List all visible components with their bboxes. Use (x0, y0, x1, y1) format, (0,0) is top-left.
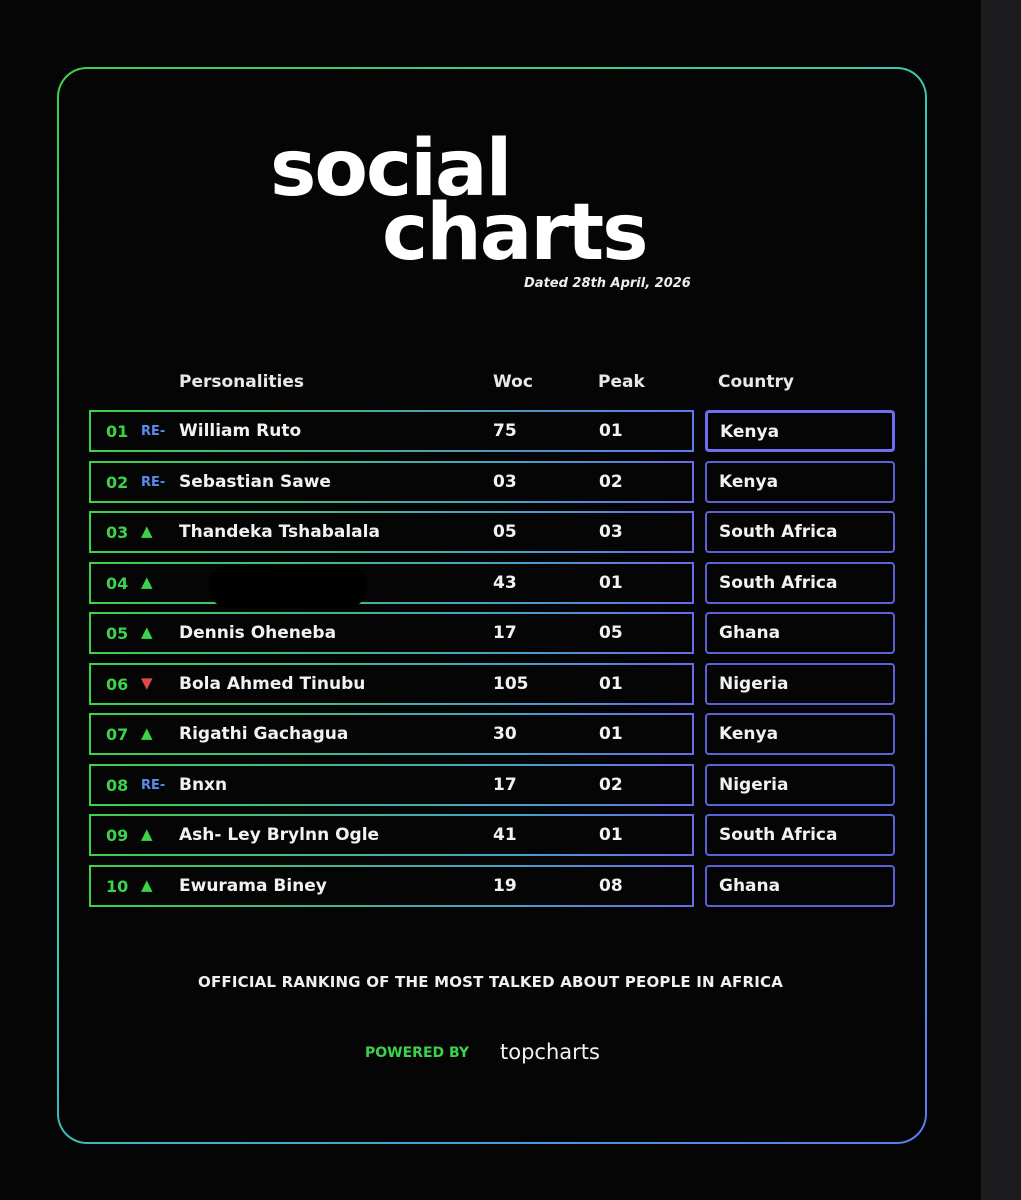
topcharts-brand: topcharts (500, 1040, 600, 1064)
arrow-up-icon: ▲ (141, 522, 153, 540)
redacted-name (209, 566, 367, 608)
peak-position: 01 (599, 421, 623, 441)
country-cell (705, 461, 895, 503)
country-name: South Africa (719, 573, 838, 593)
rank-number: 06 (106, 675, 129, 694)
table-row (89, 612, 694, 654)
table-row (89, 562, 694, 604)
country-cell (705, 410, 895, 452)
weeks-on-chart: 75 (493, 421, 517, 441)
country-name: Nigeria (719, 674, 789, 694)
personality-name: Thandeka Tshabalala (179, 522, 380, 542)
re-entry-badge: RE- (141, 424, 166, 439)
table-row (89, 461, 694, 503)
personality-name: Ash- Ley Brylnn Ogle (179, 825, 380, 845)
chart-date: Dated 28th April, 2026 (524, 276, 691, 291)
rank-number: 05 (106, 624, 129, 643)
weeks-on-chart: 17 (493, 775, 517, 795)
rank-number: 09 (106, 826, 129, 845)
peak-position: 01 (599, 825, 623, 845)
personality-name: William Ruto (179, 421, 302, 441)
weeks-on-chart: 05 (493, 522, 517, 542)
logo-line-2: charts (382, 188, 647, 278)
personality-name: Sebastian Sawe (179, 472, 331, 492)
peak-position: 01 (599, 674, 623, 694)
country-name: Ghana (719, 623, 781, 643)
table-row (89, 713, 694, 755)
table-row (89, 410, 694, 452)
country-cell (705, 663, 895, 705)
rank-number: 08 (106, 776, 129, 795)
personality-name: Ewurama Biney (179, 876, 327, 896)
peak-position: 02 (599, 775, 623, 795)
header-woc: Woc (493, 372, 533, 392)
peak-position: 05 (599, 623, 623, 643)
personality-name: Rigathi Gachagua (179, 724, 349, 744)
country-cell (705, 814, 895, 856)
arrow-up-icon: ▲ (141, 876, 153, 894)
re-entry-badge: RE- (141, 475, 166, 490)
header-peak: Peak (598, 372, 645, 392)
weeks-on-chart: 17 (493, 623, 517, 643)
arrow-up-icon: ▲ (141, 623, 153, 641)
header-country: Country (718, 372, 794, 392)
powered-by-label: POWERED BY (365, 1045, 470, 1061)
arrow-up-icon: ▲ (141, 825, 153, 843)
country-cell (705, 562, 895, 604)
personality-name: Dennis Oheneba (179, 623, 337, 643)
country-name: Kenya (719, 472, 779, 492)
side-strip (981, 0, 1021, 1200)
country-name: Nigeria (719, 775, 789, 795)
personality-name: Bnxn (179, 775, 228, 795)
weeks-on-chart: 19 (493, 876, 517, 896)
country-cell (705, 612, 895, 654)
personality-name: Bola Ahmed Tinubu (179, 674, 366, 694)
logo-line-1: social (270, 124, 511, 214)
arrow-down-icon: ▼ (141, 674, 153, 692)
country-name: South Africa (719, 825, 838, 845)
peak-position: 02 (599, 472, 623, 492)
table-row (89, 663, 694, 705)
country-cell (705, 865, 895, 907)
rank-number: 01 (106, 422, 129, 441)
table-row (89, 764, 694, 806)
table-row (89, 865, 694, 907)
country-cell (705, 713, 895, 755)
header-personalities: Personalities (179, 372, 305, 392)
table-row (89, 511, 694, 553)
country-name: Kenya (720, 422, 780, 442)
weeks-on-chart: 30 (493, 724, 517, 744)
tagline: OFFICIAL RANKING OF THE MOST TALKED ABOUT PEOPLE IN AFRICA (198, 973, 783, 991)
rank-number: 07 (106, 725, 129, 744)
country-cell (705, 764, 895, 806)
peak-position: 08 (599, 876, 623, 896)
weeks-on-chart: 03 (493, 472, 517, 492)
re-entry-badge: RE- (141, 778, 166, 793)
rank-number: 02 (106, 473, 129, 492)
country-name: South Africa (719, 522, 838, 542)
weeks-on-chart: 41 (493, 825, 517, 845)
weeks-on-chart: 105 (493, 674, 529, 694)
weeks-on-chart: 43 (493, 573, 517, 593)
rank-number: 10 (106, 877, 129, 896)
peak-position: 03 (599, 522, 623, 542)
rank-number: 03 (106, 523, 129, 542)
country-cell (705, 511, 895, 553)
peak-position: 01 (599, 724, 623, 744)
peak-position: 01 (599, 573, 623, 593)
country-name: Ghana (719, 876, 781, 896)
country-name: Kenya (719, 724, 779, 744)
social-charts-logo (270, 124, 690, 278)
rank-number: 04 (106, 574, 129, 593)
table-row (89, 814, 694, 856)
arrow-up-icon: ▲ (141, 724, 153, 742)
arrow-up-icon: ▲ (141, 573, 153, 591)
